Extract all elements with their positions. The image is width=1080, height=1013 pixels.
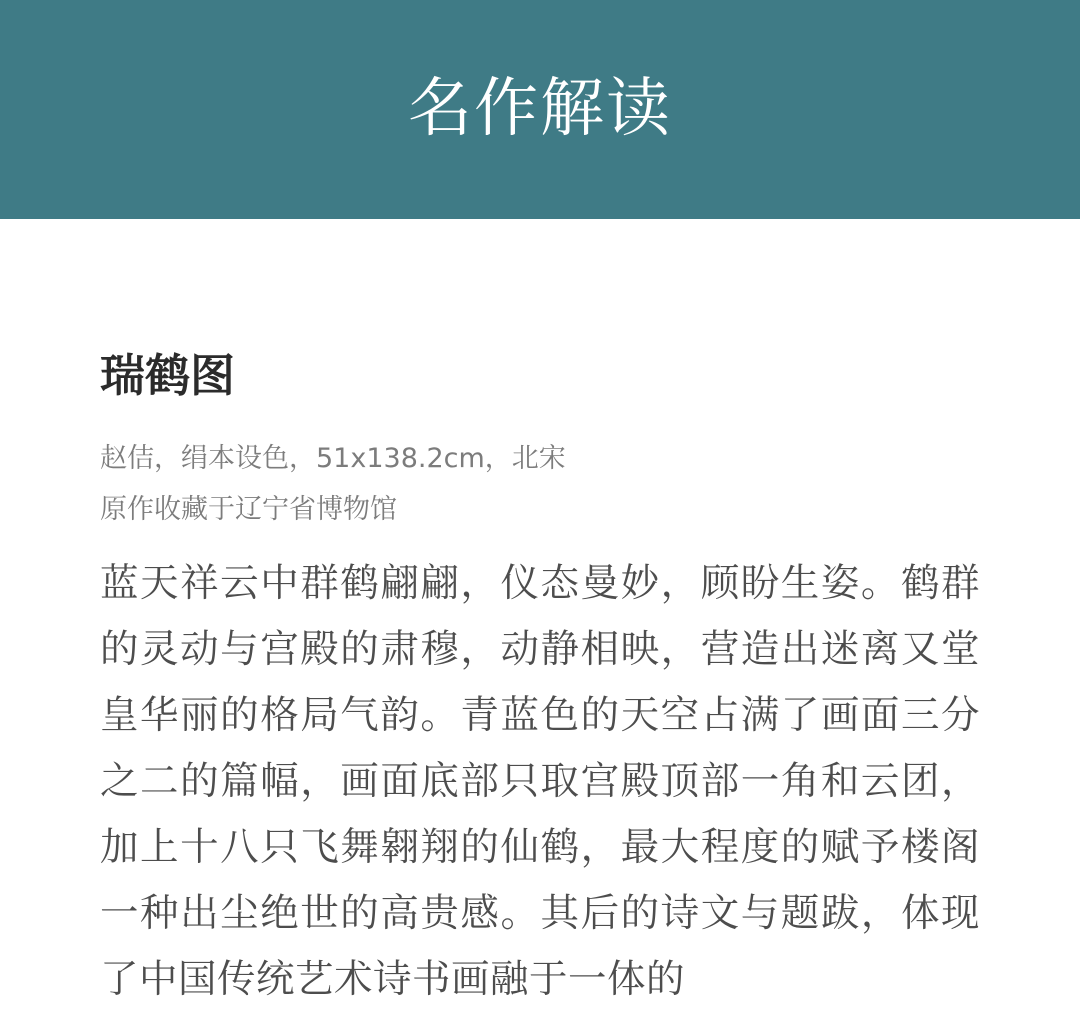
artwork-description: 蓝天祥云中群鹤翩翩，仪态曼妙，顾盼生姿。鹤群的灵动与宫殿的肃穆，动静相映，营造出迷离又堂皇华丽的格局气韵。青蓝色的天空占满了画面三分之二的篇幅，画面底部只取宫殿顶部一角和云团，加上十八只飞舞翱翔的仙鹤，最大程度的赋予楼阁一种出尘绝世的高贵感。其后的诗文与题跋，体现了中国传统艺术诗书画融于一体的 [100,561,980,1002]
page-title: 名作解读 [408,71,672,146]
page-header [0,0,1080,219]
artwork-meta-collection: 原作收藏于辽宁省博物馆 [100,494,397,525]
artwork-article [100,346,980,1013]
artwork-title: 瑞鹤图 [100,349,236,402]
artwork-meta [100,433,980,535]
artwork-meta-details: 赵佶，绢本设色，51x138.2cm，北宋 [100,443,566,474]
